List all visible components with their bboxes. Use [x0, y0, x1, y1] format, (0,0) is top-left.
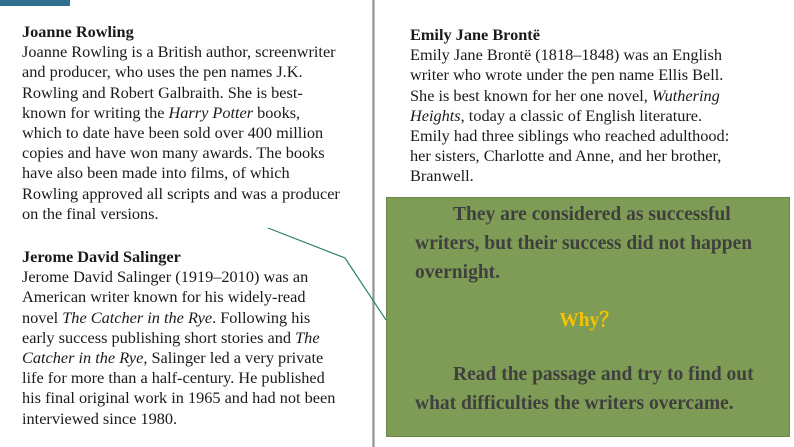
callout-task-text: Read the passage and try to find out what difficulties the writers overcame. — [415, 364, 754, 414]
bio-text: Joanne Rowling is a British author, screenwriter and producer, who uses the pen names J.K. Rowling and Robert Galbraith. She is best- known for writing the Harry Potter books, which to date have been sold over 400 million copies and have won many awards. The books have also been made into films, of which Rowling approved all scripts and was a producer on the final versions. — [22, 42, 340, 223]
bio-name: Joanne Rowling — [22, 22, 134, 41]
bio-salinger — [22, 247, 367, 429]
page-header-strip — [0, 0, 70, 6]
bio-name: Jerome David Salinger — [22, 247, 181, 266]
question-callout-box — [386, 197, 790, 437]
bio-bronte — [410, 25, 790, 187]
page-gutter — [372, 0, 375, 447]
callout-intro-text: They are considered as successful writers, but their success did not happen overnight. — [415, 204, 753, 283]
bio-rowling — [22, 22, 367, 224]
bio-text: Jerome David Salinger (1919–2010) was an American writer known for his widely-read novel The Catcher in the Rye. Following his early success publishing short stories and The Catcher in the Rye, Salinger led a very private life for more than a half-century. He published his final original work in 1965 and had not been interviewed since 1980. — [22, 267, 336, 428]
callout-question: Why？ — [559, 310, 619, 331]
bio-text: Emily Jane Brontë (1818–1848) was an English writer who wrote under the pen name Ellis Bell. She is best known for her one novel, Wuthering Heights, today a classic of English literature. Emily had three siblings who reached adulthood: her sisters, Charlotte and Anne, and her brother, Branwell. — [410, 45, 730, 186]
bio-name: Emily Jane Brontë — [410, 25, 540, 44]
